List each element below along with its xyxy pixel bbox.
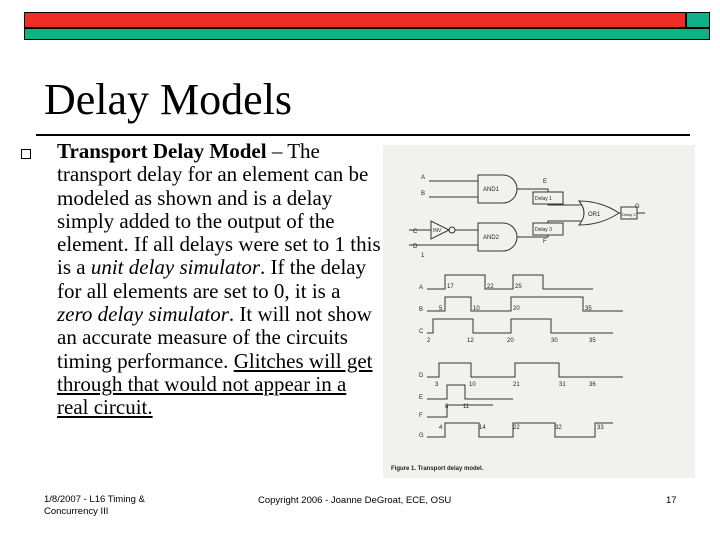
wave-label-a: A [419, 285, 424, 291]
wave-label-b: B [419, 307, 424, 313]
wave-b-tick-2: 10 [473, 306, 480, 312]
body-text-2: . If the delay for all elements are set to 0, it is a [57, 255, 367, 303]
wave-c-tick-3: 20 [507, 338, 514, 344]
wave-a-tick-3: 25 [515, 284, 522, 290]
input-label-a: A [421, 175, 426, 181]
wave-b-tick-4: 35 [585, 306, 592, 312]
input-label-d: D [413, 244, 418, 250]
figure-svg [383, 145, 695, 478]
wave-c-tick-4: 30 [551, 338, 558, 344]
wave-c-tick-1: 2 [427, 338, 431, 344]
input-label-c: C [413, 229, 418, 235]
net-label-e: E [543, 179, 548, 185]
gate-label-or1: OR1 [588, 212, 601, 218]
body-italic-zero-delay: zero delay simulator [57, 302, 229, 327]
wave-e-tick-2: 11 [463, 404, 470, 410]
transport-delay-figure [383, 145, 695, 478]
net-label-f: F [543, 239, 547, 245]
body-bold-term: Transport Delay Model [57, 139, 267, 163]
delay-label-3: Delay 3 [535, 227, 552, 233]
wave-d-tick-1: 3 [435, 382, 439, 388]
wave-e-tick-1: 8 [445, 404, 449, 410]
wave-a-tick-2: 22 [487, 284, 494, 290]
bullet-icon [21, 149, 31, 159]
wave-g-tick-3: 22 [513, 425, 520, 431]
wave-c-tick-2: 12 [467, 338, 474, 344]
net-label-g: G [635, 204, 640, 210]
gate-label-and2: AND2 [483, 235, 500, 241]
body-italic-unit-delay: unit delay simulator [90, 255, 260, 280]
input-label-b: B [421, 191, 426, 197]
wave-b-tick-3: 20 [513, 306, 520, 312]
slide-title: Delay Models [44, 75, 293, 124]
wave-g-tick-1: 4 [439, 425, 443, 431]
header-bar-red [24, 12, 686, 28]
wave-label-f: F [419, 413, 423, 419]
delay-label-2: Delay 2 [622, 212, 636, 217]
wave-g-tick-2: 14 [479, 425, 486, 431]
footer-course [44, 494, 145, 517]
footer-course-line-2: Concurrency III [44, 505, 109, 517]
wave-label-e: E [419, 395, 424, 401]
body-text-3: . It will not show an accurate measure of the circuits timing performance. [57, 302, 372, 373]
header-bar-green [24, 28, 710, 40]
figure-label-one: 1 [421, 253, 425, 259]
wave-a-tick-1: 17 [447, 284, 454, 290]
wave-label-c: C [419, 329, 424, 335]
footer-page-number: 17 [666, 495, 677, 506]
wave-c-tick-5: 35 [589, 338, 596, 344]
header-square-green [686, 12, 710, 28]
wave-label-g: G [419, 433, 424, 439]
wave-d-tick-2: 10 [469, 382, 476, 388]
delay-label-1: Delay 1 [535, 196, 552, 202]
wave-b-tick-1: 5 [439, 306, 443, 312]
gate-label-and1: AND1 [483, 187, 500, 193]
wave-d-tick-5: 36 [589, 382, 596, 388]
slide-body [57, 140, 381, 420]
wave-label-d: D [419, 373, 424, 379]
body-underlined-glitches: Glitches will get through that would not appear in a real circuit. [57, 348, 373, 420]
body-text-1: – The transport delay for an element can be modeled as shown and is a delay simply added to the output of the element. If all delays were set to 1 this is a [57, 139, 381, 280]
wave-d-tick-4: 31 [559, 382, 566, 388]
footer-course-line-1: 1/8/2007 - L16 Timing & [44, 494, 145, 505]
wave-g-tick-5: 33 [597, 425, 604, 431]
title-rule [36, 134, 690, 136]
wave-d-tick-3: 21 [513, 382, 520, 388]
figure-caption: Figure 1. Transport delay model. [391, 466, 484, 472]
footer-copyright: Copyright 2006 - Joanne DeGroat, ECE, OSU [258, 495, 452, 506]
wave-g-tick-4: 32 [555, 425, 562, 431]
gate-label-inv: INV [433, 228, 442, 234]
